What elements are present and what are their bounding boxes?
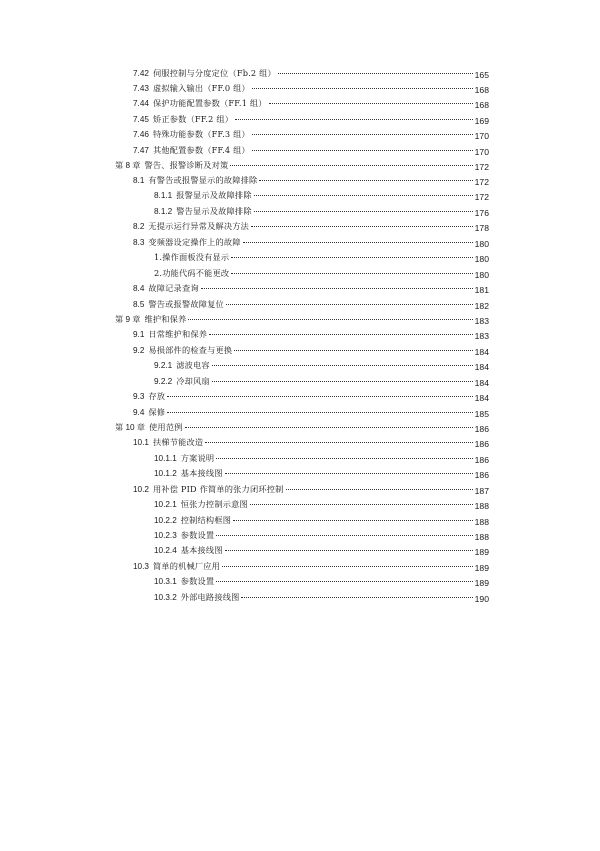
toc-entry-page: 189: [474, 578, 489, 588]
dot-leader: [233, 520, 473, 521]
toc-entry-number: 10.3.1: [154, 577, 177, 586]
toc-entry-page: 186: [474, 424, 489, 434]
toc-subentry[interactable]: [154, 466, 489, 480]
toc-subentry[interactable]: [154, 590, 489, 604]
toc-entry-number: 7.43: [133, 84, 149, 93]
dot-leader: [251, 226, 473, 227]
toc-entry-page: 188: [474, 532, 489, 542]
dot-leader: [216, 458, 472, 459]
dot-leader: [216, 535, 472, 536]
toc-entry-page: 176: [474, 208, 489, 218]
toc-subentry[interactable]: [154, 451, 489, 465]
toc-entry-page: 183: [474, 316, 489, 326]
toc-entry-title: 矫正参数（FF.2 组）: [152, 114, 234, 124]
toc-entry-page: 181: [474, 285, 489, 295]
dot-leader: [226, 304, 473, 305]
toc-entry-title: 2.功能代码不能更改: [154, 268, 230, 278]
toc-chapter-number: 第 8 章: [115, 161, 141, 170]
toc-entry-number: 8.1.1: [154, 191, 173, 200]
toc-entry-title: 保修: [148, 407, 166, 417]
dot-leader: [201, 288, 473, 289]
dot-leader: [286, 489, 473, 490]
toc-entry-page: 170: [474, 131, 489, 141]
toc-entry-title: 冷却风扇: [176, 376, 210, 386]
toc-entry[interactable]: [133, 81, 489, 95]
dot-leader: [230, 165, 472, 166]
toc-subentry[interactable]: [154, 358, 489, 372]
toc-entry-title: 有警告或报警显示的故障排除: [148, 175, 258, 185]
toc-entry[interactable]: [133, 435, 489, 449]
dot-leader: [167, 412, 472, 413]
toc-entry-page: 188: [474, 517, 489, 527]
toc-entry-number: 7.42: [133, 69, 149, 78]
toc-entry-title: 警告或报警故障复位: [148, 299, 224, 309]
toc-entry-title: 方案说明: [180, 453, 215, 463]
toc-entry-number: 9.4: [133, 408, 145, 417]
dot-leader: [209, 334, 473, 335]
toc-entry-page: 189: [474, 547, 489, 557]
toc-entry-title: 特殊功能参数（FF.3 组）: [152, 129, 250, 139]
dot-leader: [205, 442, 472, 443]
toc-entry-number: 10.2.4: [154, 546, 177, 555]
toc-entry-title: 伺服控制与分度定位（Fb.2 组）: [152, 68, 276, 78]
dot-leader: [252, 88, 473, 89]
toc-entry[interactable]: [133, 173, 489, 187]
toc-chapter-number: 第 9 章: [115, 315, 141, 324]
toc-entry-title: 外部电路接线图: [180, 592, 240, 602]
toc-entry-page: 190: [474, 594, 489, 604]
dot-leader: [241, 597, 472, 598]
toc-entry[interactable]: [133, 327, 489, 341]
toc-subentry[interactable]: [154, 188, 489, 202]
toc-entry[interactable]: [133, 112, 489, 126]
toc-entry[interactable]: [133, 405, 489, 419]
toc-entry-page: 168: [474, 100, 489, 110]
toc-entry-number: 9.1: [133, 330, 145, 339]
toc-entry-number: 7.47: [133, 146, 149, 155]
toc-entry[interactable]: [133, 281, 489, 295]
toc-entry-page: 172: [474, 192, 489, 202]
toc-entry-number: 8.4: [133, 284, 145, 293]
toc-chapter-number: 第 10 章: [115, 423, 146, 432]
toc-chapter-title: 使用范例: [149, 422, 183, 432]
dot-leader: [234, 350, 472, 351]
toc-entry[interactable]: [133, 559, 489, 573]
toc-entry-page: 186: [474, 470, 489, 480]
dot-leader: [188, 319, 472, 320]
toc-entry-number: 7.46: [133, 130, 149, 139]
toc-subentry[interactable]: [154, 513, 489, 527]
toc-entry-number: 10.3: [133, 562, 149, 571]
toc-chapter-entry[interactable]: [115, 158, 489, 172]
toc-entry-title: 报警显示及故障排除: [176, 190, 252, 200]
dot-leader: [243, 242, 473, 243]
toc-chapter-title: 维护和保养: [144, 314, 187, 324]
dot-leader: [252, 150, 473, 151]
toc-entry-page: 188: [474, 501, 489, 511]
dot-leader: [212, 365, 473, 366]
toc-entry-page: 183: [474, 331, 489, 341]
toc-entry-number: 10.1.2: [154, 469, 177, 478]
toc-entry-title: 虚拟输入输出（FF.0 组）: [152, 83, 250, 93]
toc-entry-title: 基本接线图: [180, 468, 223, 478]
toc-entry-number: 10.2.3: [154, 531, 177, 540]
dot-leader: [212, 381, 473, 382]
toc-entry-page: 180: [474, 254, 489, 264]
toc-entry-number: 9.2: [133, 346, 145, 355]
toc-entry-title: 用补偿 PID 作简单的张力闭环控制: [152, 484, 284, 494]
toc-entry-title: 易损部件的检查与更换: [148, 345, 233, 355]
toc-subentry[interactable]: [154, 374, 489, 388]
toc-entry-page: 170: [474, 147, 489, 157]
toc-entry-page: 178: [474, 223, 489, 233]
toc-entry-number: 10.1.1: [154, 454, 177, 463]
toc-entry-number: 9.2.1: [154, 361, 173, 370]
toc-entry-page: 186: [474, 455, 489, 465]
dot-leader: [216, 581, 472, 582]
toc-entry-title: 扶梯节能改造: [152, 437, 204, 447]
toc-entry[interactable]: [133, 143, 489, 157]
toc-entry-title: 简单的机械厂应用: [152, 561, 221, 571]
dot-leader: [269, 103, 473, 104]
toc-entry-title: 无提示运行异常及解决方法: [148, 221, 250, 231]
toc-entry-number: 8.3: [133, 238, 145, 247]
toc-entry-number: 10.2.2: [154, 516, 177, 525]
dot-leader: [231, 257, 472, 258]
toc-entry-title: 参数设置: [180, 530, 215, 540]
toc-entry-title: 恒张力控制示意图: [180, 499, 248, 509]
dot-leader: [252, 134, 473, 135]
toc-entry-page: 189: [474, 563, 489, 573]
dot-leader: [225, 473, 473, 474]
toc-entry[interactable]: [133, 389, 489, 403]
dot-leader: [259, 180, 472, 181]
toc-entry-title: 日常维护和保养: [148, 329, 208, 339]
toc-entry-number: 10.3.2: [154, 593, 177, 602]
toc-entry[interactable]: [133, 219, 489, 233]
dot-leader: [278, 73, 473, 74]
toc-subentry[interactable]: [154, 250, 489, 264]
toc-subentry[interactable]: [154, 497, 489, 511]
toc-chapter-title: 警告、报警诊断及对策: [144, 160, 229, 170]
toc-entry-page: 172: [474, 177, 489, 187]
toc-entry-number: 8.5: [133, 300, 145, 309]
toc-entry-page: 180: [474, 270, 489, 280]
dot-leader: [185, 427, 473, 428]
toc-entry-title: 故障记录查询: [148, 283, 199, 293]
toc-subentry[interactable]: [154, 543, 489, 557]
toc-entry-page: 168: [474, 85, 489, 95]
toc-entry-number: 8.1: [133, 176, 145, 185]
toc-chapter-entry[interactable]: [115, 420, 489, 434]
toc-entry-page: 187: [474, 486, 489, 496]
toc-entry-number: 10.1: [133, 438, 149, 447]
toc-entry-title: 保护功能配置参数（FF.1 组）: [152, 98, 267, 108]
toc-entry-title: 变频器设定操作上的故障: [148, 237, 241, 247]
toc-entry-title: 参数设置: [180, 576, 215, 586]
toc-entry-page: 165: [474, 70, 489, 80]
toc-entry-page: 185: [474, 409, 489, 419]
toc-entry-page: 169: [474, 116, 489, 126]
dot-leader: [250, 504, 473, 505]
toc-entry-number: 7.45: [133, 115, 149, 124]
toc-entry-title: 存放: [148, 391, 166, 401]
dot-leader: [167, 396, 472, 397]
toc-entry-title: 其他配置参数（FF.4 组）: [152, 145, 250, 155]
dot-leader: [254, 195, 473, 196]
toc-entry[interactable]: [133, 127, 489, 141]
toc-entry[interactable]: [133, 482, 489, 496]
toc-entry[interactable]: [133, 96, 489, 110]
toc-subentry[interactable]: [154, 574, 489, 588]
toc-entry-number: 8.1.2: [154, 207, 173, 216]
toc-entry[interactable]: [133, 235, 489, 249]
toc-entry-number: 8.2: [133, 222, 145, 231]
toc-entry-page: 180: [474, 239, 489, 249]
toc-chapter-entry[interactable]: [115, 312, 489, 326]
toc-entry-number: 10.2: [133, 485, 149, 494]
toc-entry-page: 182: [474, 301, 489, 311]
toc-subentry[interactable]: [154, 204, 489, 218]
toc-entry-title: 1.操作面板没有显示: [154, 252, 230, 262]
toc-entry[interactable]: [133, 66, 489, 80]
toc-entry-page: 184: [474, 362, 489, 372]
toc-entry-title: 警告显示及故障排除: [176, 206, 252, 216]
dot-leader: [225, 550, 473, 551]
toc-entry-number: 10.2.1: [154, 500, 177, 509]
toc-entry-title: 控制结构框图: [180, 515, 232, 525]
toc-entry-page: 184: [474, 347, 489, 357]
toc-subentry[interactable]: [154, 266, 489, 280]
toc-entry-page: 172: [474, 162, 489, 172]
toc-entry[interactable]: [133, 297, 489, 311]
dot-leader: [222, 566, 473, 567]
toc-entry-page: 184: [474, 378, 489, 388]
toc-entry-number: 7.44: [133, 99, 149, 108]
dot-leader: [235, 119, 473, 120]
toc-entry-number: 9.2.2: [154, 377, 173, 386]
toc-entry-page: 184: [474, 393, 489, 403]
dot-leader: [254, 211, 473, 212]
toc-entry-number: 9.3: [133, 392, 145, 401]
toc-entry-title: 基本接线图: [180, 545, 223, 555]
toc-entry-page: 186: [474, 439, 489, 449]
dot-leader: [231, 273, 472, 274]
toc-entry[interactable]: [133, 343, 489, 357]
toc-entry-title: 滤波电容: [176, 360, 210, 370]
toc-subentry[interactable]: [154, 528, 489, 542]
